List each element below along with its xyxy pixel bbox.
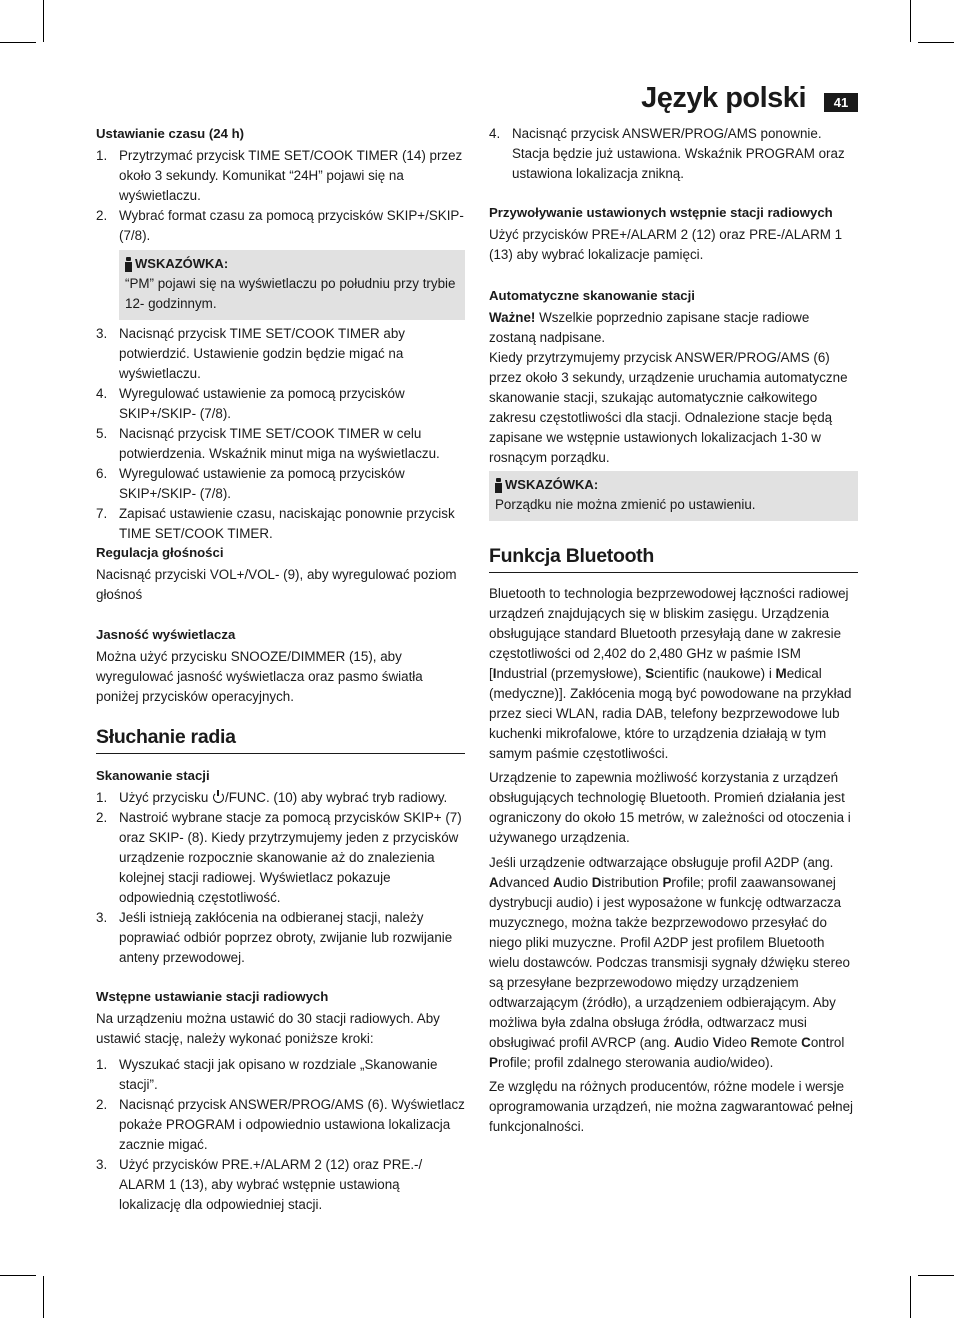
page-number-badge: 41 <box>824 93 858 112</box>
scan-steps <box>96 788 465 968</box>
radio-section-title: Słuchanie radia <box>96 727 465 754</box>
recall-text: Użyć przycisków PRE+/ALARM 2 (12) oraz PRE-/ALARM 1 (13) aby wybrać lokalizacje pamięci. <box>489 227 843 262</box>
power-icon <box>213 792 224 803</box>
crop-mark <box>0 42 36 43</box>
preset-steps <box>96 1055 465 1215</box>
list-item: 3. Jeśli istnieją zakłócenia na odbieranej stacji, należy poprawiać odbiór poprzez obroty, zwijanie lub rozwijanie anteny przewodowej. <box>96 910 453 965</box>
crop-mark <box>43 1276 44 1318</box>
list-item: 2. Wybrać format czasu za pomocą przycisków SKIP+/SKIP- (7/8). <box>96 208 464 243</box>
bluetooth-paragraph-1: Bluetooth to technologia bezprzewodowej łączności radiowej urządzeń znajdujących się w bliskim zasięgu. Urządzenia obsługujące standard Bluetooth przesyłają dane w zakresie częstotliwości od 2,402 do 2,480 GHz w paśmie ISM [Industrial (przemysłowe), Scientific (naukowe) i Medical (medyczne)]. Zakłócenia mogą być powodowane na przykład przez sieci WLAN, radia DAB, telefony bezprzewodowe lub kuchenki mikrofalowe, które to urządzenia działają w tym samym paśmie częstotliwości. <box>489 586 852 761</box>
list-item: 1. Wyszukać stacji jak opisano w rozdziale „Skanowanie stacji”. <box>96 1057 438 1092</box>
list-item: 3. Użyć przycisków PRE.+/ALARM 2 (12) oraz PRE.-/ ALARM 1 (13), aby wybrać wstępnie ustawioną lokalizację dla odpowiedniej stacji. <box>96 1157 423 1212</box>
preset-heading: Wstępne ustawianie stacji radiowych <box>96 989 329 1004</box>
brightness-text: Można użyć przycisku SNOOZE/DIMMER (15), aby wyregulować jasność wyświetlacza oraz pasmo światła poniżej przycisków operacyjnych. <box>96 649 423 704</box>
list-item: 1. Użyć przycisku /FUNC. (10) aby wybrać tryb radiowy. <box>96 790 448 805</box>
time-setting-heading: Ustawianie czasu (24 h) <box>96 126 245 141</box>
tip-label: WSKAZÓWKA: <box>505 477 599 492</box>
time-steps-a-container <box>96 146 465 544</box>
tip-box <box>489 471 858 521</box>
tip-text: Porządku nie można zmienić po ustawieniu. <box>495 497 756 512</box>
crop-mark <box>918 1275 954 1276</box>
time-steps-a <box>96 146 465 246</box>
list-item: 6. Wyregulować ustawienie za pomocą przycisków SKIP+/SKIP- (7/8). <box>96 466 405 501</box>
page-header-title: Język polski <box>641 82 806 114</box>
list-item: 4. Wyregulować ustawienie za pomocą przycisków SKIP+/SKIP- (7/8). <box>96 386 405 421</box>
tip-label: WSKAZÓWKA: <box>135 256 229 271</box>
bluetooth-paragraph-3: Jeśli urządzenie odtwarzające obsługuje profil A2DP (ang. Advanced Audio Distribution Profile; profil zaawansowanej dystrybucji audio) i jest wyposażone w funkcję odtwarzacza muzycznego, można także bezprzewodowo przesyłać do niego pliki muzyczne. Profil A2DP jest profilem Bluetooth wielu dostawców. Podczas transmisji sygnały dźwięku stereo są przesyłane bezprzewodowo między urządzeniem odtwarzającym (źródło), a urządzeniem odbierającym. Aby możliwa była zdalna obsługa źródła, odtwarzacz musi obsługiwać profil AVRCP (ang. Audio Video Remote Control Profile; profil zdalnego sterowania audio/wideo). <box>489 855 850 1070</box>
list-item: 3. Nacisnąć przycisk TIME SET/COOK TIMER aby potwierdzić. Ustawienie godzin będzie migać na wyświetlaczu. <box>96 326 405 381</box>
info-icon <box>495 478 502 493</box>
crop-mark <box>918 42 954 43</box>
crop-mark <box>43 0 44 42</box>
time-steps-b <box>96 324 465 544</box>
brightness-heading: Jasność wyświetlacza <box>96 627 236 642</box>
list-item: 1. Przytrzymać przycisk TIME SET/COOK TIMER (14) przez około 3 sekundy. Komunikat “24H” pojawi się na wyświetlaczu. <box>96 148 463 203</box>
tip-box <box>119 250 465 320</box>
preset-steps-continued <box>489 124 858 184</box>
recall-heading: Przywoływanie ustawionych wstępnie stacji radiowych <box>489 205 833 220</box>
autoscan-important: Ważne! Wszelkie poprzednio zapisane stacje radiowe zostaną nadpisane. <box>489 310 810 345</box>
crop-mark <box>0 1275 36 1276</box>
bluetooth-section-title: Funkcja Bluetooth <box>489 546 858 573</box>
tip-text: “PM” pojawi się na wyświetlaczu po południu przy trybie 12- godzinnym. <box>125 276 456 311</box>
list-item: 7. Zapisać ustawienie czasu, naciskając ponownie przycisk TIME SET/COOK TIMER. <box>96 506 455 541</box>
preset-intro: Na urządzeniu można ustawić do 30 stacji radiowych. Aby ustawić stację, należy wykonać poniższe kroki: <box>96 1011 440 1046</box>
list-item: 5. Nacisnąć przycisk TIME SET/COOK TIMER w celu potwierdzenia. Wskaźnik minut miga na wyświetlaczu. <box>96 426 440 461</box>
bluetooth-paragraph-2: Urządzenie to zapewnia możliwość korzystania z urządzeń obsługujących technologię Bluetooth. Promień działania jest ograniczony do około 15 metrów, w zależności od otoczenia i używanego urządzenia. <box>489 770 851 845</box>
bluetooth-paragraph-4: Ze względu na różnych producentów, różne modele i wersje oprogramowania urządzeń, nie można zagwarantować pełnej funkcjonalności. <box>489 1079 853 1134</box>
volume-heading: Regulacja głośności <box>96 545 224 560</box>
list-item: 2. Nastroić wybrane stacje za pomocą przycisków SKIP+ (7) oraz SKIP- (8). Kiedy przytrzymujemy jeden z przycisków urządzenie rozpocznie skanowanie aż do znalezienia kolejnej stacji radiowej. Wyświetlacz pokazuje odpowiednią częstotliwość. <box>96 810 462 905</box>
crop-mark <box>910 0 911 42</box>
info-icon <box>125 257 132 272</box>
crop-mark <box>910 1276 911 1318</box>
volume-text: Nacisnąć przyciski VOL+/VOL- (9), aby wyregulować poziom głośnoś <box>96 567 457 602</box>
list-item: 2. Nacisnąć przycisk ANSWER/PROG/AMS (6). Wyświetlacz pokaże PROGRAM i odpowiednio ustawiona lokalizacja zacznie migać. <box>96 1097 465 1152</box>
autoscan-text: Kiedy przytrzymujemy przycisk ANSWER/PROG/AMS (6) przez około 3 sekundy, urządzenie uruchamia automatyczne skanowanie stacji, szukając automatycznie całkowitego zakresu częstotliwości dla stacji. Odnalezione stacje będą zapisane we wstępnie ustawionych lokalizacjach 1-30 w rosnącym porządku. <box>489 350 848 465</box>
autoscan-heading: Automatyczne skanowanie stacji <box>489 288 695 303</box>
scan-heading: Skanowanie stacji <box>96 768 210 783</box>
list-item: 4. Nacisnąć przycisk ANSWER/PROG/AMS ponownie. Stacja będzie już ustawiona. Wskaźnik PROGRAM oraz ustawiona lokalizacja znikną. <box>489 126 845 181</box>
